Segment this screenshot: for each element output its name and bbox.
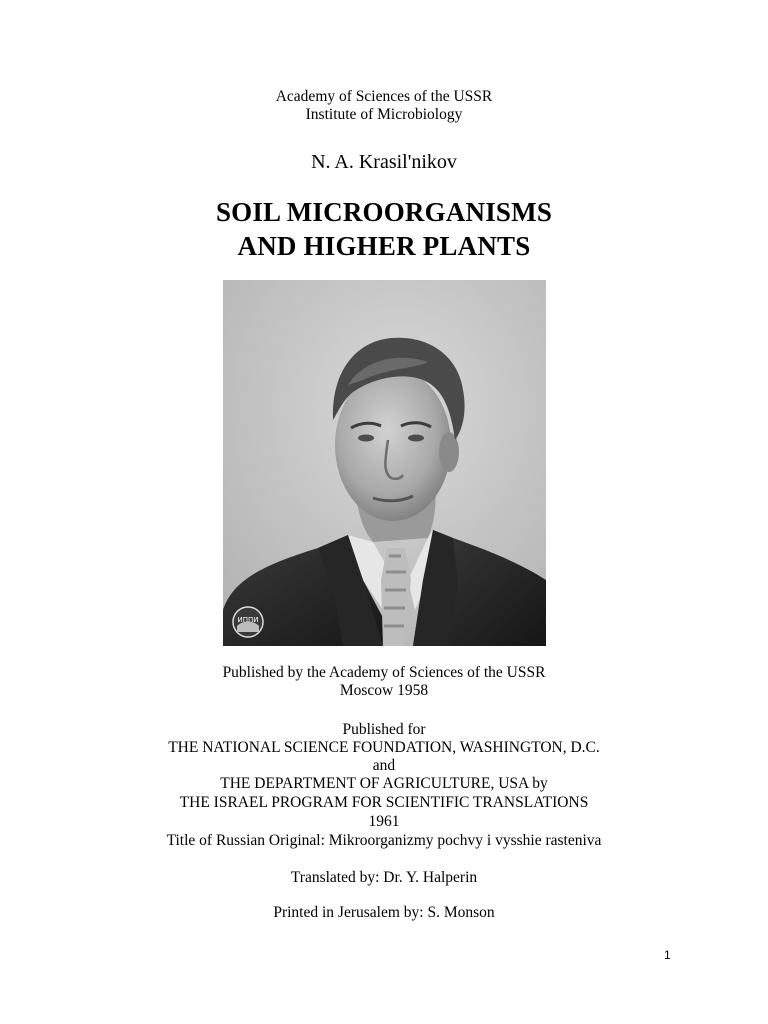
academy-heading: Academy of Sciences of the USSR bbox=[275, 88, 493, 105]
author-portrait bbox=[223, 280, 546, 646]
original-title-line: Title of Russian Original: Mikroorganizmy pochvy i vysshie rasteniva bbox=[166, 832, 602, 849]
published-by-line: Published by the Academy of Sciences of the USSR bbox=[222, 664, 546, 681]
institute-heading: Institute of Microbiology bbox=[305, 106, 463, 123]
nsf-line: THE NATIONAL SCIENCE FOUNDATION, WASHINGTON, D.C. bbox=[168, 739, 600, 756]
place-year-line: Moscow 1958 bbox=[339, 682, 429, 699]
translated-by-line: Translated by: Dr. Y. Halperin bbox=[290, 869, 478, 886]
publication-year-line: 1961 bbox=[368, 813, 400, 830]
book-title-line-1: SOIL MICROORGANISMS bbox=[215, 197, 553, 227]
and-line: and bbox=[372, 757, 396, 774]
logo-text: ИППИ bbox=[237, 616, 259, 624]
israel-program-line: THE ISRAEL PROGRAM FOR SCIENTIFIC TRANSLATIONS bbox=[179, 794, 589, 811]
page-number: 1 bbox=[664, 948, 671, 962]
book-title-line-2: AND HIGHER PLANTS bbox=[237, 231, 531, 261]
dept-agriculture-line: THE DEPARTMENT OF AGRICULTURE, USA by bbox=[220, 775, 548, 792]
printed-by-line: Printed in Jerusalem by: S. Monson bbox=[273, 904, 495, 921]
institute-logo-icon bbox=[233, 607, 263, 637]
published-for-line: Published for bbox=[342, 721, 426, 738]
author-name: N. A. Krasil'nikov bbox=[311, 151, 457, 173]
